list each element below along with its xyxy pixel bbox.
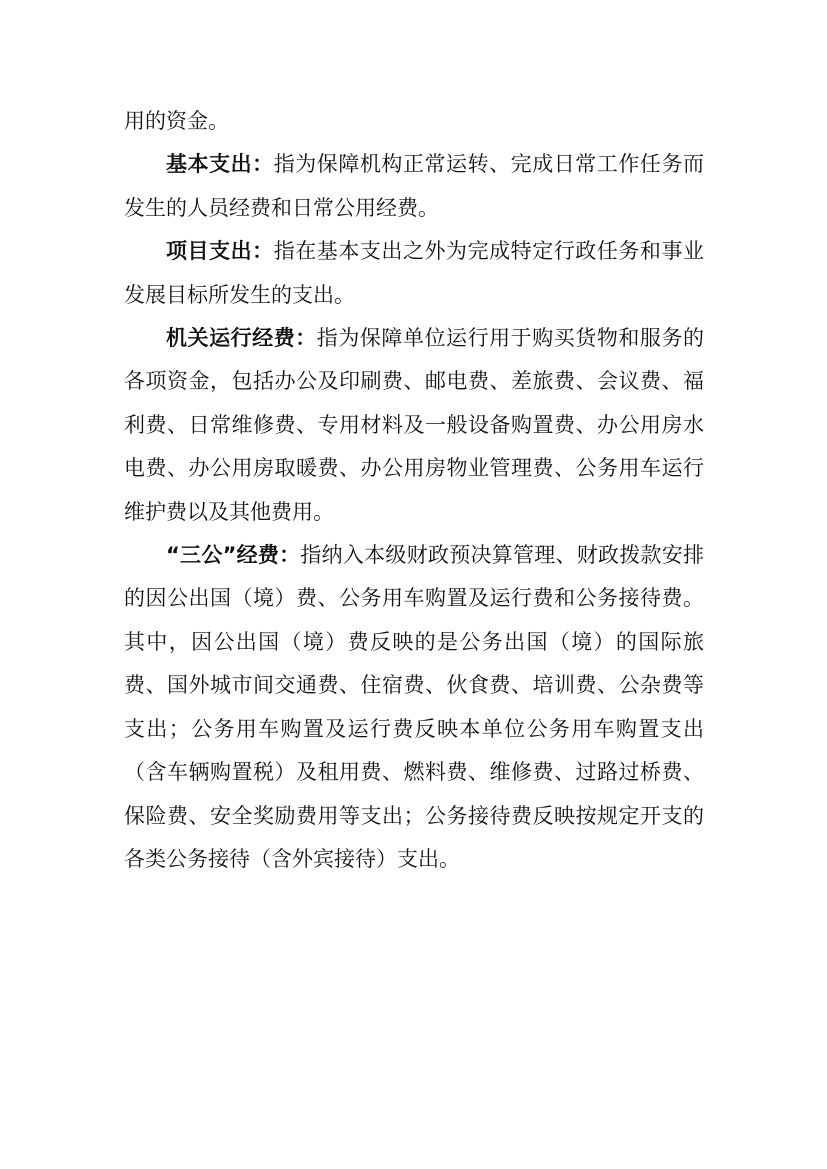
paragraph-operating-funds [124,317,704,534]
paragraph-basic-expenditure [124,143,704,230]
term-basic-expenditure: 基本支出： [166,152,274,177]
paragraph-three-public-funds [124,534,704,881]
paragraph-text: 用的资金。 [124,109,229,133]
term-three-public-funds: “三公”经费： [166,543,301,568]
paragraph-text: 指在基本支出之外为完成特定行政任务和事业发展目标所发生的支出。 [124,239,705,307]
paragraph-text: 指为保障机构正常运转、完成日常工作任务而发生的人员经费和日常公用经费。 [124,152,705,220]
paragraph-text: 指为保障单位运行用于购买货物和服务的各项资金，包括办公及印刷费、邮电费、差旅费、会议费、福利费、日常维修费、专用材料及一般设备购置费、办公用房水电费、办公用房取暖费、办公用房物业管理费、公务用车运行维护费以及其他费用。 [124,326,705,524]
document-body [124,100,704,881]
term-operating-funds: 机关运行经费： [166,326,317,351]
paragraph-continuation [124,100,704,143]
paragraph-project-expenditure [124,230,704,317]
term-project-expenditure: 项目支出： [166,239,274,264]
paragraph-text: 指纳入本级财政预决算管理、财政拨款安排的因公出国（境）费、公务用车购置及运行费和公务接待费。其中，因公出国（境）费反映的是公务出国（境）的国际旅费、国外城市间交通费、住宿费、伙食费、培训费、公杂费等支出；公务用车购置及运行费反映本单位公务用车购置支出（含车辆购置税）及租用费、燃料费、维修费、过路过桥费、保险费、安全奖励费用等支出；公务接待费反映按规定开支的各类公务接待（含外宾接待）支出。 [124,543,705,871]
